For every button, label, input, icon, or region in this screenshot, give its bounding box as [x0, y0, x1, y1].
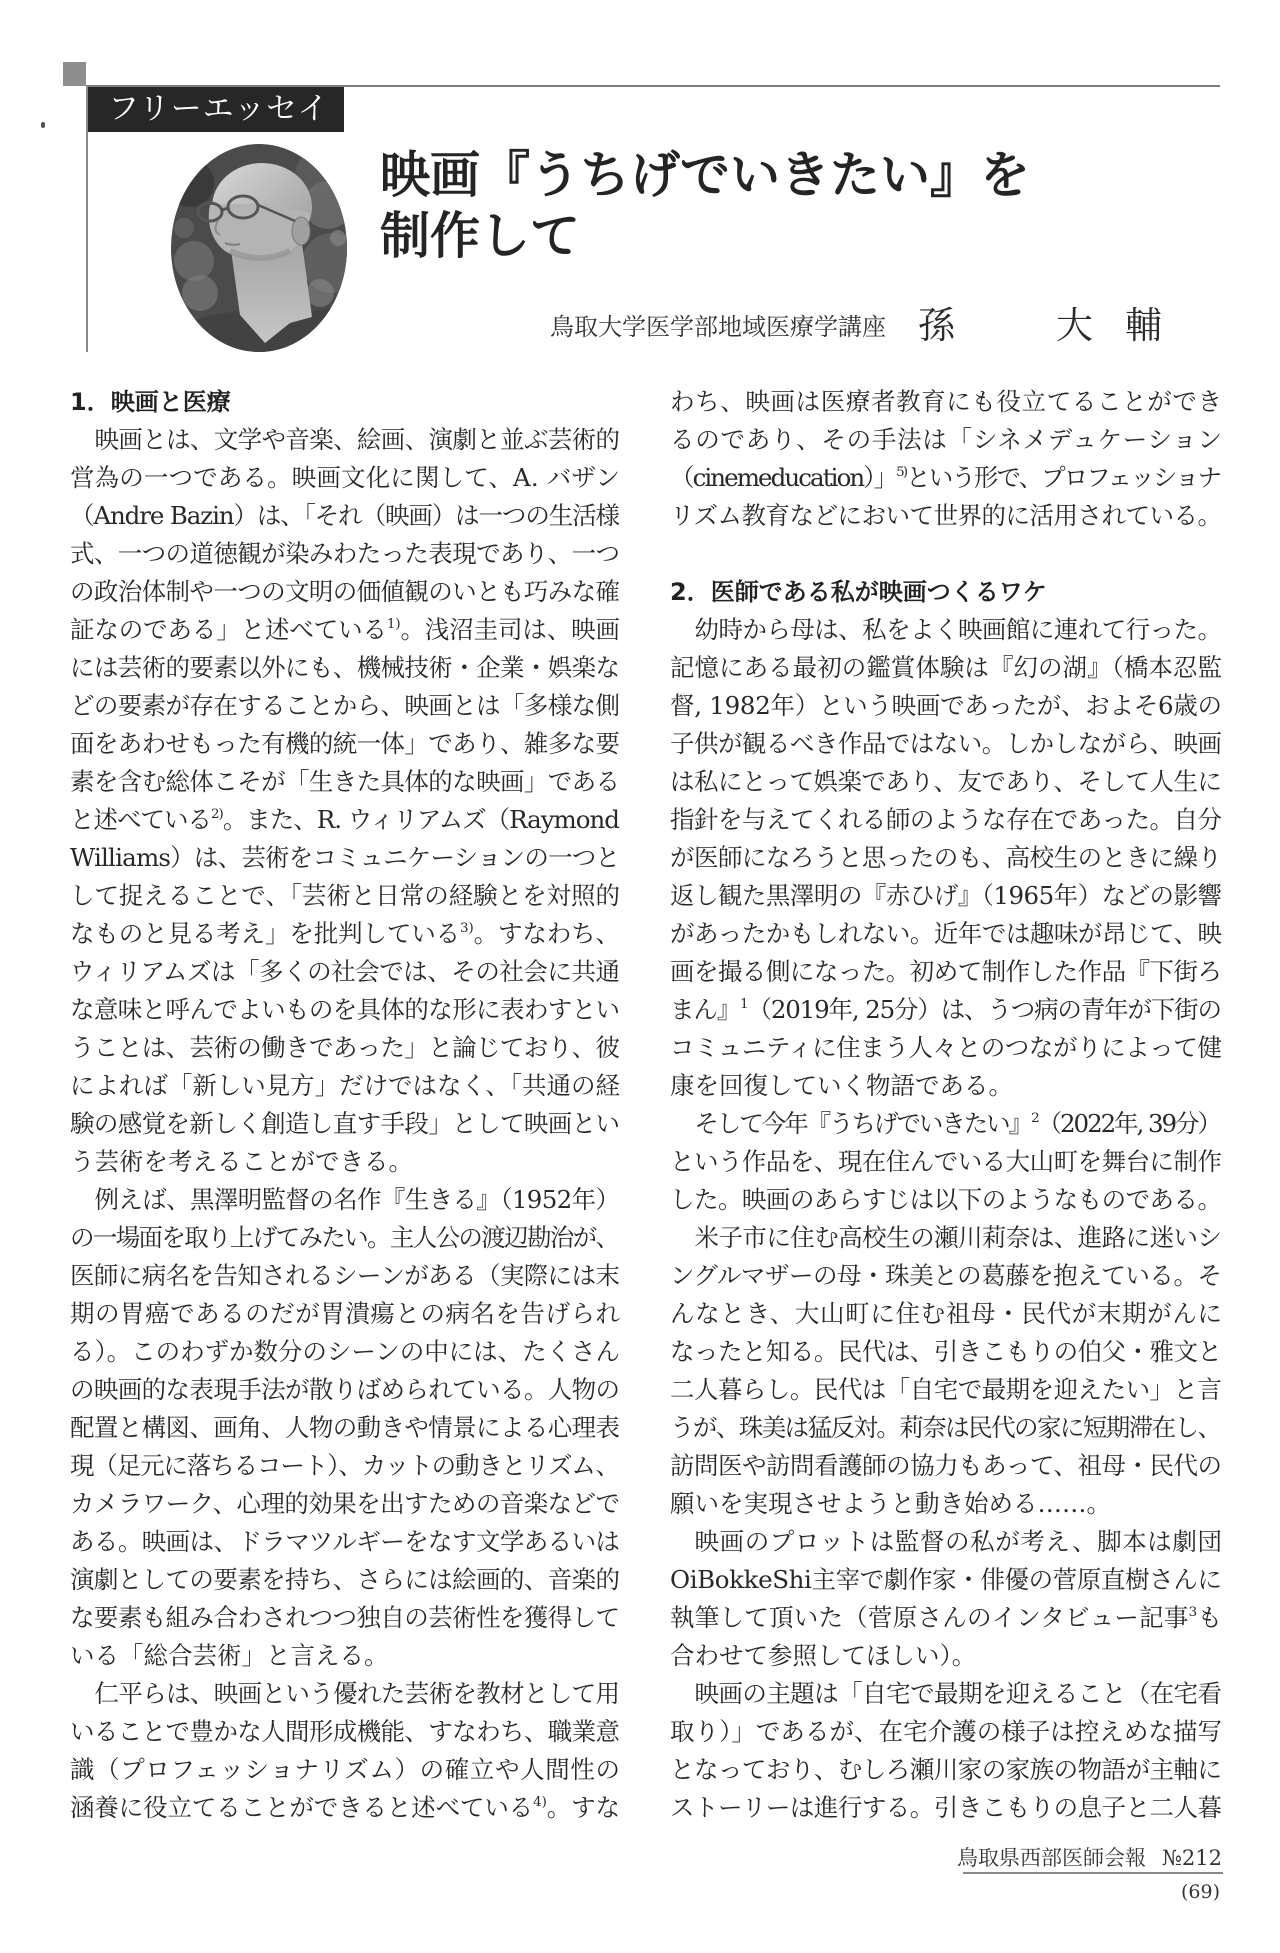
text-line [70, 1599, 620, 1637]
line-content [70, 915, 620, 953]
text-run: 。また、R. ウィリアムズ（Raymond [222, 805, 619, 834]
line-content [70, 1447, 619, 1485]
line-content [670, 383, 1223, 421]
text-run: は私にとって娯楽であり、友であり、そして人生に [670, 767, 1222, 796]
line-content [670, 421, 1223, 459]
text-line [670, 1219, 1222, 1257]
text-line [670, 1675, 1222, 1713]
text-run: わち、映画は医療者教育にも役立てることができ [670, 387, 1223, 416]
text-run: の一場面を取り上げてみたい。主人公の渡辺勘治が、 [70, 1223, 619, 1252]
text-line [670, 1485, 1222, 1523]
text-run: 式、一つの道徳観が染みわたった表現であり、一つ [70, 539, 620, 568]
text-run: （cinemeducation）」 [670, 463, 897, 492]
footnote-ref: 2 [1031, 1109, 1038, 1126]
line-content [670, 1143, 1221, 1181]
line-content [670, 1561, 1222, 1599]
line-content [695, 1675, 1222, 1713]
text-run: 映画とは、文学や音楽、絵画、演劇と並ぶ芸術的 [94, 425, 620, 454]
text-line [670, 839, 1222, 877]
text-run: 合わせて参照してほしい）。 [670, 1641, 977, 1670]
text-run: まん』 [670, 995, 741, 1024]
text-line [670, 991, 1222, 1029]
text-run: 幼時から母は、私をよく映画館に連れて行った。 [694, 615, 1222, 644]
text-run: 記憶にある最初の鑑賞体験は『幻の湖』（橋本忍監 [670, 653, 1223, 682]
line-content [670, 459, 1220, 497]
text-run: 期の胃癌であるのだが胃潰瘍との病名を告げられ [70, 1299, 621, 1328]
text-run: る）。このわずか数分のシーンの中には、たくさん [70, 1337, 620, 1366]
line-content [670, 1067, 1013, 1105]
text-line [70, 991, 620, 1029]
text-line [70, 877, 620, 915]
line-content [70, 763, 619, 801]
line-content [70, 535, 619, 573]
line-content [70, 953, 620, 991]
line-content [670, 1485, 1111, 1523]
footnote-ref: 1) [386, 615, 401, 632]
text-line [670, 649, 1222, 687]
section-heading [70, 383, 620, 421]
text-run: う芸術を考えることができる。 [70, 1147, 413, 1176]
line-content [70, 1029, 619, 1067]
text-line [670, 953, 1222, 991]
text-run: となっており、むしろ瀬川家の家族の物語が主軸に [670, 1755, 1222, 1784]
text-line [70, 1333, 620, 1371]
text-run: ストーリーは進行する。引きこもりの息子と二人暮 [670, 1793, 1222, 1822]
text-run: と述べている [70, 805, 211, 834]
text-line [70, 1295, 620, 1333]
page-number: (69) [1180, 1881, 1220, 1903]
footnote-ref: 4) [533, 1793, 547, 1810]
text-run: 。すなわち、 [473, 919, 620, 948]
text-run: 配置と構図、画角、人物の動きや情景による心理表 [70, 1413, 620, 1442]
line-content [670, 801, 1221, 839]
line-content [70, 1409, 619, 1447]
line-content [70, 1067, 620, 1105]
text-run: の映画的な表現手法が散りばめられている。人物の [70, 1375, 620, 1404]
text-line [70, 1257, 620, 1295]
text-run: の政治体制や一つの文明の価値観のいとも巧みな確 [70, 577, 620, 606]
text-run: OiBokkeShi主宰で劇作家・俳優の菅原直樹さんに [670, 1565, 1222, 1594]
line-content [70, 877, 620, 915]
text-line [670, 1751, 1222, 1789]
text-run: も [1197, 1603, 1223, 1632]
text-run: 。すな [546, 1793, 620, 1822]
text-line [70, 459, 620, 497]
article-title [380, 144, 1030, 266]
text-run: 返し観た黒澤明の『赤ひげ』（1965年）などの影響 [670, 881, 1222, 910]
text-run: 識（プロフェッショナリズム）の確立や人間性の [70, 1755, 621, 1784]
text-run: 訪問医や訪問看護師の協力もあって、祖母・民代の [670, 1451, 1222, 1480]
line-content [670, 1751, 1221, 1789]
text-line [670, 1447, 1222, 1485]
text-run: 面をあわせもった有機的統一体」であり、雑多な要 [70, 729, 620, 758]
line-content [670, 687, 1222, 725]
text-line [70, 1675, 620, 1713]
line-content [70, 1789, 620, 1827]
text-line [670, 1713, 1222, 1751]
text-run: 子供が観るべき作品ではない。しかしながら、映画 [670, 729, 1222, 758]
text-run: リズム教育などにおいて世界的に活用されている。 [670, 501, 1222, 530]
text-run: 画を撮る側になった。初めて制作した作品『下街ろ [670, 957, 1222, 986]
text-run: 康を回復していく物語である。 [670, 1071, 1013, 1100]
text-line [70, 421, 620, 459]
text-line [70, 1751, 620, 1789]
text-run: 2．医師である私が映画つくるワケ [670, 578, 1047, 606]
text-line [70, 611, 620, 649]
line-content [70, 1599, 619, 1637]
text-line [70, 1561, 620, 1599]
text-line [670, 421, 1222, 459]
line-content [670, 1637, 976, 1675]
footnote-ref: 5) [896, 463, 907, 480]
text-line [670, 497, 1222, 535]
text-run: Williams）は、芸術をコミュニケーションの一つと [70, 843, 620, 872]
text-line [670, 1067, 1222, 1105]
text-line [70, 573, 620, 611]
text-line [70, 801, 620, 839]
text-run: 米子市に住む高校生の瀬川莉奈は、進路に迷いシ [694, 1223, 1222, 1252]
text-line [670, 763, 1222, 801]
text-run: という作品を、現在住んでいる大山町を舞台に制作 [670, 1147, 1222, 1176]
line-content [70, 1713, 619, 1751]
line-content [670, 1295, 1223, 1333]
text-run: 取り）」であるが、在宅介護の様子は控えめな描写 [670, 1717, 1223, 1746]
line-content [670, 1789, 1221, 1827]
photo-content [170, 143, 348, 353]
line-content [670, 1447, 1222, 1485]
text-line [70, 1029, 620, 1067]
line-content [70, 1371, 619, 1409]
line-content [70, 1219, 618, 1257]
text-line [670, 1105, 1222, 1143]
line-content [95, 1181, 620, 1219]
text-run: んなとき、大山町に住む祖母・民代が末期がんに [670, 1299, 1223, 1328]
author-photo [170, 143, 348, 353]
text-line [670, 1295, 1222, 1333]
text-run: るのであり、その手法は「シネメデュケーション [670, 425, 1223, 454]
text-run: 医師に病名を告知されるシーンがある（実際には末 [70, 1261, 620, 1290]
line-content [670, 649, 1222, 687]
text-run: 。浅沼圭司は、映画 [400, 615, 620, 644]
text-line [70, 915, 620, 953]
text-line [70, 1637, 620, 1675]
text-run: ウィリアムズは「多くの社会では、その社会に共通 [70, 957, 620, 986]
text-line [670, 611, 1222, 649]
text-line [670, 1181, 1222, 1219]
footnote-ref: 1 [740, 995, 748, 1012]
issue-number: №212 [1162, 1846, 1222, 1870]
line-content [695, 611, 1222, 649]
text-run: なものと見る考え」を批判している [70, 919, 461, 948]
line-content [695, 1523, 1223, 1561]
text-line [670, 1561, 1222, 1599]
text-run: な要素も組み合わされつつ独自の芸術性を獲得して [70, 1603, 620, 1632]
text-line [70, 535, 620, 573]
title-line: 映画『うちげでいきたい』を [380, 145, 1030, 204]
text-run: 素を含む総体こそが「生きた具体的な映画」である [70, 767, 620, 796]
text-run: うが、珠美は猛反対。莉奈は民代の家に短期滞在し、 [670, 1413, 1221, 1442]
text-run: 涵養に役立てることができると述べている [70, 1793, 534, 1822]
text-line [670, 1789, 1222, 1827]
text-line [70, 1523, 620, 1561]
text-line [670, 383, 1222, 421]
line-content [95, 421, 620, 459]
text-line [70, 1105, 620, 1143]
text-run: 現（足元に落ちるコート）、カットの動きとリズム、 [70, 1451, 619, 1480]
text-run: （Andre Bazin）は、「それ（映画）は一つの生活様 [70, 501, 619, 530]
line-content [670, 915, 1222, 953]
line-content [695, 1219, 1222, 1257]
text-run: どの要素が存在することから、映画とは「多様な側 [70, 691, 620, 720]
text-run: いる「総合芸術」と言える。 [70, 1641, 389, 1670]
text-run: が医師になろうと思ったのも、高校生のときに繰り [670, 843, 1222, 872]
text-line [670, 1029, 1222, 1067]
section-heading [670, 573, 1222, 611]
text-line [70, 1143, 620, 1181]
corner-gray-square [63, 62, 86, 86]
line-content [670, 1713, 1222, 1751]
text-run: （2019年, 25分）は、うつ病の青年が下街の [747, 995, 1221, 1024]
text-line [670, 1143, 1222, 1181]
text-line [670, 725, 1222, 763]
text-line [70, 687, 620, 725]
scan-mark [41, 122, 45, 128]
blank-line [670, 535, 1222, 573]
footnote-ref: 3 [1188, 1603, 1198, 1620]
text-line [670, 877, 1222, 915]
line-content [670, 953, 1221, 991]
text-line [70, 1789, 620, 1827]
line-content [670, 1257, 1222, 1295]
text-line [670, 1409, 1222, 1447]
text-run: があったかもしれない。近年では趣味が昂じて、映 [670, 919, 1222, 948]
footnote-ref: 3) [460, 919, 474, 936]
line-content [670, 573, 1047, 611]
text-line [670, 1333, 1222, 1371]
line-content [70, 839, 619, 877]
text-run: 指針を与えてくれる師のような存在であった。自分 [670, 805, 1222, 834]
text-line [70, 1409, 620, 1447]
text-line [70, 1067, 620, 1105]
text-run: 演劇としての要素を持ち、さらには絵画的、音楽的 [70, 1565, 620, 1594]
line-content [70, 1257, 619, 1295]
line-content [670, 839, 1221, 877]
line-content [70, 611, 620, 649]
line-content [70, 1561, 619, 1599]
text-run: という形で、プロフェッショナ [906, 463, 1221, 492]
line-content [695, 1105, 1220, 1143]
text-line [70, 1181, 620, 1219]
line-content [670, 1333, 1221, 1371]
text-line [70, 497, 620, 535]
text-line [70, 1447, 620, 1485]
line-content [670, 497, 1222, 535]
text-column [70, 383, 620, 1827]
text-line [70, 1485, 620, 1523]
text-run: 1．映画と医療 [70, 388, 231, 416]
text-run: によれば「新しい見方」だけではなく、「共通の経 [70, 1071, 620, 1100]
line-content [70, 383, 231, 421]
line-content [670, 877, 1221, 915]
footer-rule [963, 1872, 1223, 1874]
text-run: カメラワーク、心理的効果を出すための音楽などで [70, 1489, 620, 1518]
text-column [670, 383, 1222, 1827]
text-line [670, 801, 1222, 839]
text-run: 験の感覚を新しく創造し直す手段」として映画とい [70, 1109, 620, 1138]
line-content [95, 1675, 620, 1713]
line-content [70, 1637, 389, 1675]
text-line [70, 1713, 620, 1751]
text-line [670, 1371, 1222, 1409]
text-line [70, 649, 620, 687]
text-line [670, 1637, 1222, 1675]
text-run: には芸術的要素以外にも、機械技術・企業・娯楽な [70, 653, 620, 682]
text-run: 営為の一つである。映画文化に関して、A. バザン [70, 463, 621, 492]
text-line [70, 725, 620, 763]
text-line [70, 839, 620, 877]
line-content [670, 991, 1221, 1029]
text-run: して捉えることで、「芸術と日常の経験とを対照的 [70, 881, 620, 910]
text-line [70, 953, 620, 991]
line-content [70, 1295, 621, 1333]
line-content [70, 649, 619, 687]
text-line [670, 915, 1222, 953]
text-run: 願いを実現させようと動き始める……。 [670, 1489, 1111, 1518]
text-run: （2022年, 39分） [1037, 1109, 1220, 1138]
category-label: フリーエッセイ [88, 87, 344, 132]
text-run: ングルマザーの母・珠美との葛藤を抱えている。そ [670, 1261, 1222, 1290]
text-run: コミュニティに住まう人々とのつながりによって健 [670, 1033, 1222, 1062]
text-run: 仁平らは、映画という優れた芸術を教材として用 [94, 1679, 620, 1708]
author-family-name: 孫 [918, 304, 955, 347]
line-content [70, 801, 619, 839]
text-run: 証なのである」と述べている [70, 615, 387, 644]
text-run: いることで豊かな人間形成機能、すなわち、職業意 [70, 1717, 620, 1746]
text-run: 二人暮らし。民代は「自宅で最期を迎えたい」と言 [670, 1375, 1222, 1404]
line-content [70, 1105, 619, 1143]
text-run: うことは、芸術の働きであった」と論じており、彼 [70, 1033, 620, 1062]
text-line [670, 459, 1222, 497]
author-affiliation: 鳥取大学医学部地域医療学講座 [550, 313, 886, 341]
line-content [670, 1181, 1221, 1219]
text-run: 映画の主題は「自宅で最期を迎えること（在宅看 [694, 1679, 1222, 1708]
line-content [70, 991, 619, 1029]
journal-name: 鳥取県西部医師会報 [957, 1846, 1147, 1870]
line-content [670, 1599, 1222, 1637]
text-run: した。映画のあらすじは以下のようなものである。 [670, 1185, 1222, 1214]
line-content [670, 725, 1221, 763]
journal-footer [957, 1844, 1222, 1872]
text-line [670, 1257, 1222, 1295]
line-content [670, 1409, 1220, 1447]
line-content [70, 573, 619, 611]
line-content [670, 763, 1222, 801]
title-line: 制作して [380, 206, 580, 265]
text-run: 例えば、黒澤明監督の名作『生きる』（1952年） [94, 1185, 620, 1214]
line-content [70, 497, 619, 535]
text-run: そして今年『うちげでいきたい』 [694, 1109, 1032, 1138]
footnote-ref: 2) [210, 805, 223, 822]
line-content [70, 1523, 619, 1561]
line-content [70, 725, 619, 763]
author-given-name: 大輔 [1056, 304, 1194, 347]
line-content [70, 687, 619, 725]
text-run: ある。映画は、ドラマツルギーをなす文学あるいは [70, 1527, 620, 1556]
text-line [670, 1599, 1222, 1637]
line-content [70, 1143, 413, 1181]
text-run: 督, 1982年）という映画であったが、およそ6歳の [670, 691, 1222, 720]
line-content [670, 1029, 1222, 1067]
text-run: 執筆して頂いた（菅原さんのインタビュー記事 [670, 1603, 1189, 1632]
line-content [70, 1485, 619, 1523]
text-line [670, 687, 1222, 725]
text-run: な意味と呼んでよいものを具体的な形に表わすとい [70, 995, 620, 1024]
text-line [70, 1371, 620, 1409]
line-content [70, 1333, 620, 1371]
text-run: なったと知る。民代は、引きこもりの伯父・雅文と [670, 1337, 1222, 1366]
line-content [70, 459, 620, 497]
text-line [70, 763, 620, 801]
text-run: 映画のプロットは監督の私が考え、脚本は劇団 [694, 1527, 1223, 1556]
text-line [670, 1523, 1222, 1561]
line-content [70, 1751, 621, 1789]
text-line [70, 1219, 620, 1257]
line-content [670, 1371, 1221, 1409]
